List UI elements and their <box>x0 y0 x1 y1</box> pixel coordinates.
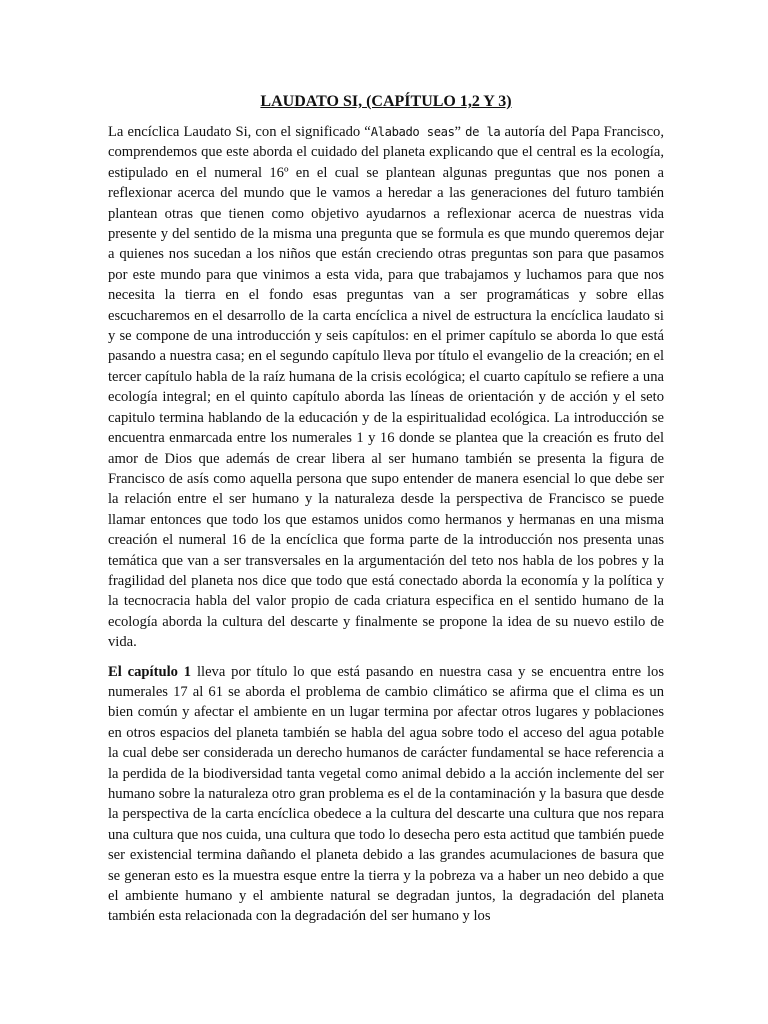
chapter1-text: lleva por título lo que está pasando en nuestra casa y se encuentra entre los numerales 17 al 61 se aborda el problema de cambio climático se afirma que el clima es un bien común y afectar el ambiente en un lugar termina por afectar otros lugares y poblaciones en otros espacios del planeta también se habla del agua sobre todo el acceso del agua potable la cual debe ser considerada un derecho humanos de carácter fundamental se hace referencia a la perdida de la biodiversidad tanta vegetal como animal debido a la acción inclemente del ser humano sobre la naturaleza otro gran problema es el de la contaminación y la basura que desde la perspectiva de la carta encíclica obedece a la cultura del descarte una cultura que nos repara una cultura que nos cuida, una cultura que todo lo desecha pero esta actitud que también puede ser existencial termina dañando el planeta debido a las grandes acumulaciones de basura que se generan esto es la muestra esque entre la tierra y la pobreza va a haber un neo debido a que el ambiente humano y el ambiente natural se degradan juntos, la degradación del planeta también esta relacionada con la degradación del ser humano y los <box>108 663 664 925</box>
intro-quote-alabado-seas: Alabado seas <box>370 125 455 139</box>
intro-text-part2: ” <box>454 124 466 140</box>
chapter1-label: El capítulo 1 <box>108 663 192 680</box>
chapter1-paragraph <box>108 662 664 927</box>
intro-mono-de-la: de la <box>465 125 501 139</box>
document-title: LAUDATO SI, (CAPÍTULO 1,2 Y 3) <box>260 93 512 110</box>
document-page <box>108 0 664 1024</box>
intro-paragraph <box>108 122 664 653</box>
intro-text-part1: La encíclica Laudato Si, con el significado “ <box>108 124 371 140</box>
intro-text-part3: autoría del Papa Francisco, comprendemos que este aborda el cuidado del planeta explicando que el central es la ecología, estipulado en el numeral 16º en el cual se plantean algunas preguntas que nos ponen a reflexionar acerca del mundo que le vamos a heredar a las generaciones del futuro también plantean otras que tienen como objetivo ayudarnos a reflexionar acerca de nuestras vida presente y del sentido de la misma una pregunta que se formula es que mundo queremos dejar a quienes nos sucedan a los niños que están creciendo otras preguntas son para que pasamos por este mundo para que vinimos a esta vida, para que trabajamos y luchamos para que nos necesita la tierra en el fondo esas preguntas van a ser programáticas y sobre ellas escucharemos en el desarrollo de la carta encíclica a nivel de estructura la encíclica laudato si y se compone de una introducción y seis capítulos: en el primer capítulo se aborda lo que está pasando a nuestra casa; en el segundo capítulo lleva por título el evangelio de la creación; en el tercer capítulo habla de la raíz humana de la crisis ecológica; el cuarto capítulo se refiere a una ecología integral; en el quinto capítulo aborda las líneas de orientación y de acción y el seto capitulo termina hablando de la educación y de la espiritualidad ecológica. La introducción se encuentra enmarcada entre los numerales 1 y 16 donde se plantea que la creación es fruto del amor de Dios que además de crear libera al ser humano también se presenta la figura de Francisco de asís como aquella persona que supo entender de manera esencial lo que debe ser la relación entre el ser humano y la naturaleza desde la perspectiva de Francisco se puede llamar entonces que todo los que estamos unidos como hermanos y hermanas en una misma creación el numeral 16 de la encíclica que forma parte de la introducción nos presenta unas temática que van a ser transversales en la argumentación del teto nos habla de los pobres y la fragilidad del planeta nos dice que todo que está conectado aborda la economía y la política y la tecnocracia habla del valor propio de cada criatura especifica en el sentido humano de la ecología aborda la cultura del descarte y finalmente se propone la idea de su nuevo estilo de vida. <box>108 124 665 651</box>
